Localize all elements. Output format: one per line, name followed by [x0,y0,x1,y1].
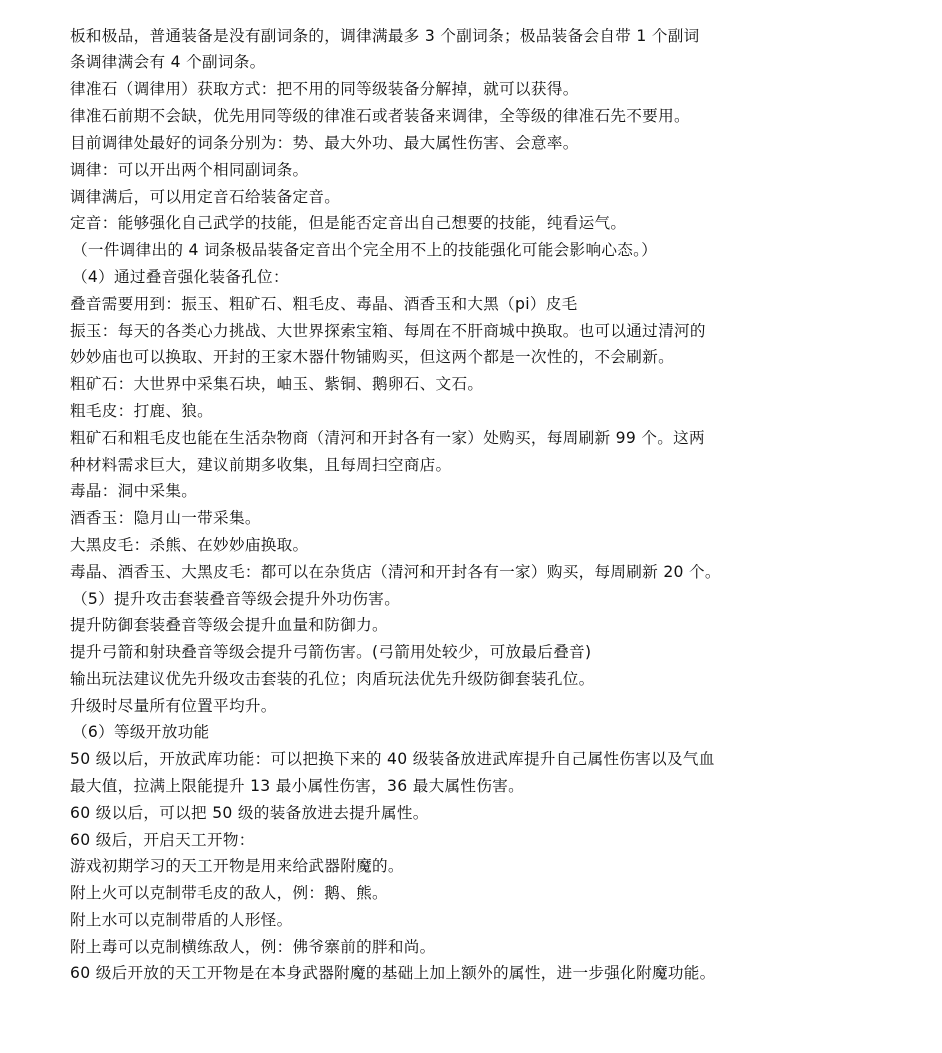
text-line: 板和极品，普通装备是没有副词条的，调律满最多 3 个副词条；极品装备会自带 1 个副词 [70,27,700,45]
text-line: 附上毒可以克制横练敌人，例：佛爷寨前的胖和尚。 [70,938,436,956]
text-line: （一件调律出的 4 词条极品装备定音出个完全用不上的技能强化可能会影响心态。） [72,241,658,259]
text-line: 酒香玉：隐月山一带采集。 [70,509,261,527]
text-line: 律准石（调律用）获取方式：把不用的同等级装备分解掉，就可以获得。 [70,80,579,98]
section-heading: （4）通过叠音强化装备孔位： [72,268,289,286]
section-heading: （6）等级开放功能 [72,723,210,741]
text-line: 大黑皮毛：杀熊、在妙妙庙换取。 [70,536,309,554]
text-line: 毒晶：洞中采集。 [70,482,198,500]
text-line: 律准石前期不会缺，优先用同等级的律准石或者装备来调律，全等级的律准石先不要用。 [70,107,690,125]
text-line: 50 级以后，开放武库功能：可以把换下来的 40 级装备放进武库提升自己属性伤害以及气血 [70,750,715,768]
text-line: 升级时尽量所有位置平均升。 [70,697,277,715]
text-line: 调律：可以开出两个相同副词条。 [70,161,309,179]
text-line: 附上火可以克制带毛皮的敌人，例：鹅、熊。 [70,884,388,902]
text-line: 最大值，拉满上限能提升 13 最小属性伤害，36 最大属性伤害。 [70,777,524,795]
text-line: 60 级后，开启天工开物： [70,831,255,849]
text-line: 振玉：每天的各类心力挑战、大世界探索宝箱、每周在不肝商城中换取。也可以通过清河的 [70,322,706,340]
text-line: 60 级以后，可以把 50 级的装备放进去提升属性。 [70,804,429,822]
text-line: 目前调律处最好的词条分别为：势、最大外功、最大属性伤害、会意率。 [70,134,579,152]
text-line: 调律满后，可以用定音石给装备定音。 [70,188,341,206]
text-line: 毒晶、酒香玉、大黑皮毛：都可以在杂货店（清河和开封各有一家）购买，每周刷新 20 个。 [70,563,721,581]
text-line: 游戏初期学习的天工开物是用来给武器附魔的。 [70,857,404,875]
text-line: 叠音需要用到：振玉、粗矿石、粗毛皮、毒晶、酒香玉和大黑（pi）皮毛 [70,295,578,313]
text-line: 种材料需求巨大，建议前期多收集，且每周扫空商店。 [70,456,452,474]
text-line: 粗毛皮：打鹿、狼。 [70,402,214,420]
text-line: 粗矿石和粗毛皮也能在生活杂物商（清河和开封各有一家）处购买，每周刷新 99 个。这两 [70,429,705,447]
text-line: 提升弓箭和射玦叠音等级会提升弓箭伤害。(弓箭用处较少，可放最后叠音) [70,643,592,661]
text-line: 妙妙庙也可以换取、开封的王家木器什物铺购买，但这两个都是一次性的，不会刷新。 [70,348,674,366]
section-heading: （5）提升攻击套装叠音等级会提升外功伤害。 [72,590,401,608]
text-line: 60 级后开放的天工开物是在本身武器附魔的基础上加上额外的属性，进一步强化附魔功能。 [70,964,716,982]
text-line: 附上水可以克制带盾的人形怪。 [70,911,293,929]
text-line: 提升防御套装叠音等级会提升血量和防御力。 [70,616,388,634]
text-line: 定音：能够强化自己武学的技能，但是能否定音出自己想要的技能，纯看运气。 [70,214,627,232]
text-line: 输出玩法建议优先升级攻击套装的孔位；肉盾玩法优先升级防御套装孔位。 [70,670,595,688]
text-line: 粗矿石：大世界中采集石块，岫玉、紫铜、鹅卵石、文石。 [70,375,484,393]
text-line: 条调律满会有 4 个副词条。 [70,53,266,71]
